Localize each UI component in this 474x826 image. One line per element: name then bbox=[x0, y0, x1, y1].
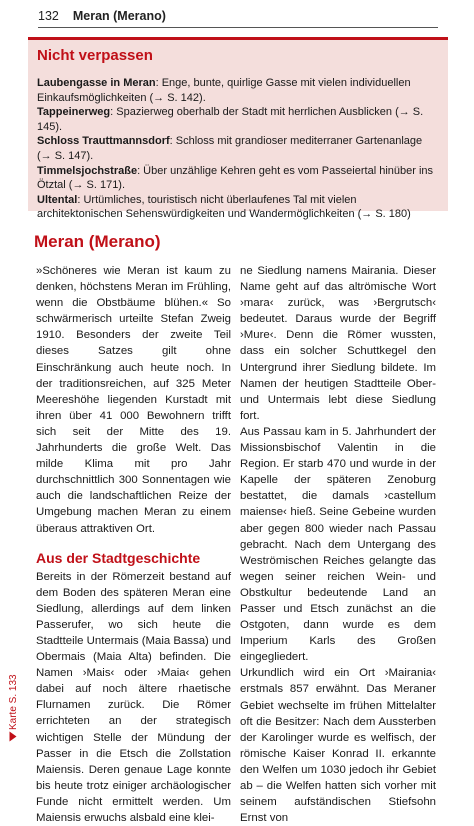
history-paragraph: Bereits in der Römerzeit bestand auf dem Boden des späteren Meran eine Siedlung, allerdings auf dem linken Passerufer, wo sich heute die Stadtteile Untermais (Maia Bassa) und Obermais (Maia Alta) befinden. Die Namen ›Mais‹ oder ›Maia‹ gehen dabei auf noch ältere rhaetische Flurnamen zurück. Die Römer errichteten an der strategisch wichtigen Stelle der Mündung der Passer in die Etsch die Zollstation Maiensis. Deren genaue Lage konnte bis heute trotz einiger archäologischer Funde nicht ermittelt werden. Um Maiensis erwuchs alsbald eine klei- bbox=[36, 570, 231, 824]
intro-paragraph: »Schöneres wie Meran ist kaum zu denken, höchstens Meran im Frühling, wenn die Obstbäume blühen.« So schwärmerisch urteilte Stefan Zweig 1910. Besonders der zweite Teil dieses Satzes gilt ohne Einschränkung auch heute noch. In der traditionsreichen, auf 325 Meter Meereshöhe liegenden Kurstadt mit ihren über 41 000 Bewohnern trifft sich seit der Mitte des 19. Jahrhunderts die große Welt. Das milde Klima mit pro Jahr durchschnittlich 300 Sonnentagen wie auch die landschaftlichen Reize der Umgebung machen Meran zu einem überaus attraktiven Ort. bbox=[36, 265, 231, 535]
subheading-history: Aus der Stadtgeschichte bbox=[36, 549, 201, 566]
highlight-term: Tappeinerweg bbox=[37, 106, 111, 119]
running-title: Meran (Merano) bbox=[72, 8, 166, 23]
highlight-text: : Urtümliches, touristisch nicht überlaufenes Tal mit vielen architektonischen Sehenswürdigkeiten und Wandermöglichkeiten (→ S. 180) bbox=[37, 193, 411, 221]
highlight-text: : Spazierweg oberhalb der Stadt mit herrlichen Ausblicken (→ S. 145). bbox=[37, 106, 424, 133]
highlight-text: : Enge, bunte, quirlige Gasse mit vielen individuellen Einkaufsmöglichkeiten (→ S. 142). bbox=[37, 77, 411, 104]
highlights-title: Nicht verpassen bbox=[37, 47, 153, 64]
highlight-term: Ultental bbox=[37, 193, 78, 206]
highlight-item bbox=[37, 164, 438, 193]
map-reference-text: Karte S. 133 bbox=[7, 674, 19, 730]
highlight-term: Schloss Trauttmannsdorf bbox=[37, 135, 170, 148]
page-number: 132 bbox=[38, 8, 59, 23]
running-header bbox=[38, 4, 438, 28]
map-reference-tab[interactable] bbox=[6, 630, 20, 740]
highlight-item bbox=[37, 134, 438, 163]
triangle-marker-icon bbox=[10, 732, 17, 742]
section-heading: Meran (Merano) bbox=[34, 232, 161, 251]
highlight-term: Laubengasse in Meran bbox=[37, 77, 156, 89]
highlight-item bbox=[37, 76, 438, 105]
highlight-term: Timmelsjochstraße bbox=[37, 164, 138, 177]
highlight-item bbox=[37, 105, 438, 134]
highlight-text: : Schloss mit grandioser mediterraner Gartenanlage (→ S. 147). bbox=[37, 135, 423, 162]
body-paragraph: ne Siedlung namens Mairania. Dieser Name geht auf das altrömische Wort ›mara‹ zurück, was ›Bergrutsch‹ bedeutet. Daraus wurde der Begriff ›Mure‹. Denn die Römer wussten, dass ein solcher Schuttkegel den Untergrund ihrer Siedlung bildete. Im Namen der heutigen Stadtteile Ober- und Untermais lebt diese Siedlung fort. bbox=[240, 265, 436, 422]
body-paragraph: Urkundlich wird ein Ort ›Mairania‹ erstmals 857 erwähnt. Das Meraner Gebiet wechselte im frühen Mittelalter oft die Besitzer: Nach dem Aussterben der Karolinger wurde es welfisch, der römische Kaiser Konrad II. erkannte den Welfen um 1030 jedoch ihr Gebiet ab – die Welfen hatten sich vorher mit seinem aufständischen Stiefsohn Ernst von bbox=[240, 667, 436, 825]
highlights-box bbox=[28, 37, 448, 221]
body-paragraph: Aus Passau kam in 5. Jahrhundert der Missionsbischof Valentin in die Region. Er starb 470 und wurde in der Kapelle der späteren Zenoburg bestattet, die damals ›castellum maiense‹ hieß. Seine Gebeine wurden aber gegen 800 wieder nach Passau gebracht. Nach dem Untergang des Weströmischen Reiches gelangte das wegen seiner reichen Wein- und Obstkultur bedeutende Land an Passer und Etsch zunächst an die Ostgoten, dann wurde es dem Imperium Karls des Großen eingegliedert. bbox=[240, 425, 436, 664]
highlight-text: : Über unzählige Kehren geht es vom Passeiertal hinüber ins Ötztal (→ S. 171). bbox=[37, 164, 434, 192]
left-column bbox=[36, 263, 231, 826]
right-column bbox=[240, 263, 436, 826]
highlight-item bbox=[37, 193, 438, 222]
